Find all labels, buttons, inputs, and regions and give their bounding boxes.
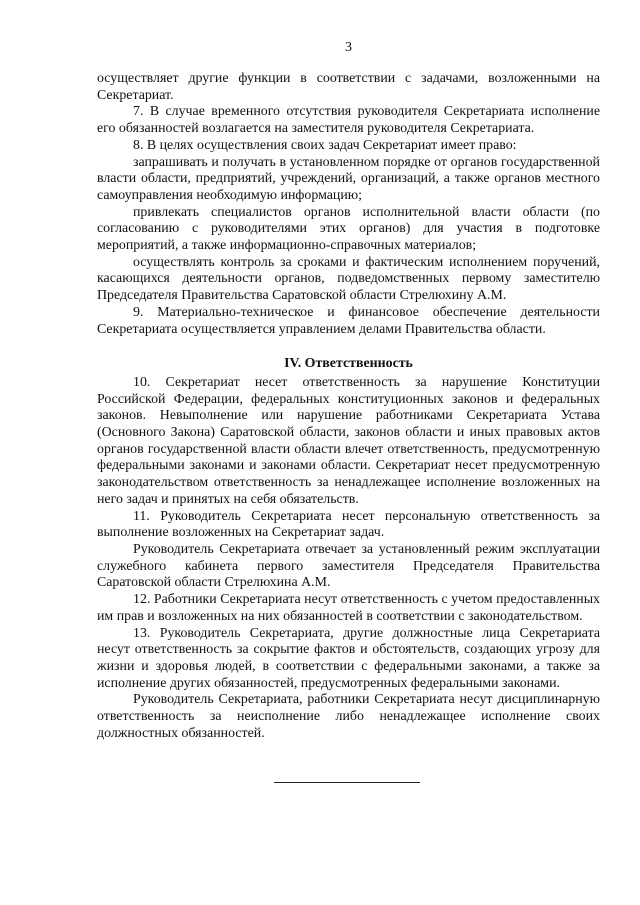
paragraph: осуществляет другие функции в соответствии с задачами, возложенными на Секретариат.	[97, 71, 600, 103]
paragraph: 13. Руководитель Секретариата, другие должностные лица Секретариата несут ответственность за сокрытие фактов и обстоятельств, создающих угрозу для жизни и здоровья людей, в соответствии с федеральными законами, а также за исполнение других обязанностей, предусмотренных федеральными законами.	[97, 625, 600, 691]
paragraph: осуществлять контроль за сроками и фактическим исполнением поручений, касающихся деятельности органов, подведомственных первому заместителю Председателя Правительства Саратовской области Стрелюхину А.М.	[97, 254, 600, 304]
paragraph: 9. Материально-техническое и финансовое обеспечение деятельности Секретариата осуществляется управлением делами Правительства области.	[97, 304, 600, 337]
paragraph: 10. Секретариат несет ответственность за нарушение Конституции Российской Федерации, федеральных конституционных законов и федеральных законов. Невыполнение или нарушение работниками Секретариата Устава (Основного Закона) Саратовской области, законов области и иных правовых актов органов государственной власти области влечет ответственность, предусмотренную федеральными законами и законами области. Секретариат несет предусмотренную законодательством ответственность за ненадлежащее исполнение возложенных на него задач и принятых на себя обязательств.	[97, 374, 600, 507]
paragraph: 12. Работники Секретариата несут ответственность с учетом предоставленных им прав и возложенных на них обязанностей в соответствии с законодательством.	[97, 592, 600, 624]
document-content	[97, 71, 600, 783]
paragraph: Руководитель Секретариата отвечает за установленный режим эксплуатации служебного кабинета первого заместителя Председателя Правительства Саратовской области Стрелюхина А.М.	[97, 541, 600, 591]
paragraph: 11. Руководитель Секретариата несет персональную ответственность за выполнение возложенных на Секретариат задач.	[97, 508, 600, 541]
paragraph: 8. В целях осуществления своих задач Секретариат имеет право:	[133, 137, 517, 153]
paragraphs-top	[97, 71, 600, 338]
end-rule-divider	[274, 782, 420, 783]
page-number: 3	[345, 40, 352, 55]
paragraph: запрашивать и получать в установленном порядке от органов государственной власти области, предприятий, учреждений, организаций, а также органов местного самоуправления необходимую информацию;	[97, 154, 600, 203]
paragraph: 7. В случае временного отсутствия руководителя Секретариата исполнение его обязанностей возлагается на заместителя руководителя Секретариата.	[97, 104, 600, 137]
paragraph: привлекать специалистов органов исполнительной власти области (по согласованию с руководителями этих органов) для участия в подготовке мероприятий, а также информационно-справочных материалов;	[97, 204, 600, 254]
paragraphs-bottom	[97, 375, 600, 742]
paragraph: Руководитель Секретариата, работники Секретариата несут дисциплинарную ответственность за неисполнение либо ненадлежащее исполнение своих должностных обязанностей.	[97, 692, 600, 741]
section-heading: IV. Ответственность	[284, 356, 413, 372]
